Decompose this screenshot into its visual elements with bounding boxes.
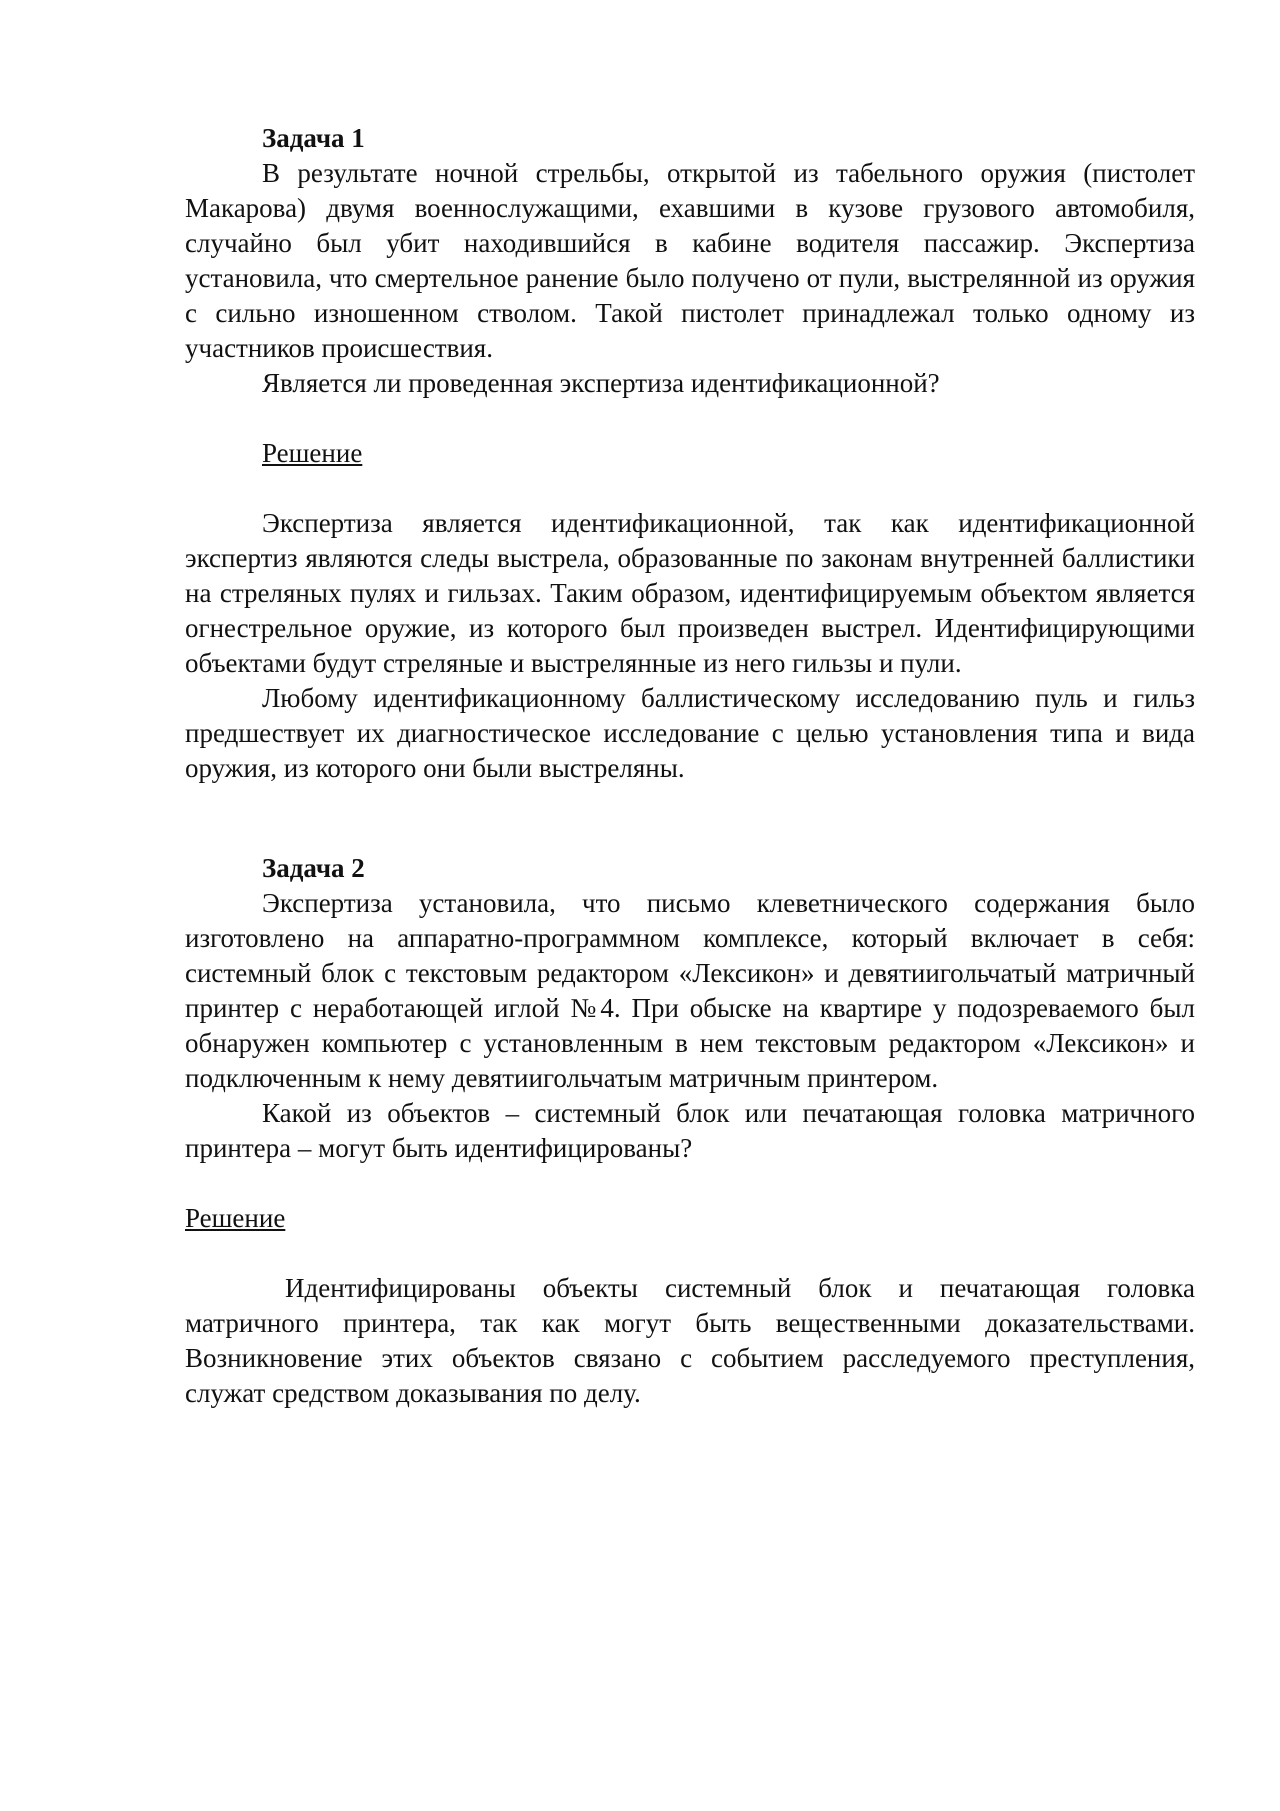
task2-paragraph: Экспертиза установила, что письмо клеветнического содержания было изготовлено на аппаратно-программном комплексе, который включает в себя: системный блок с текстовым редактором «Лексикон» и девятиигольчатый матричный принтер с неработающей иглой №4. При обыске на квартире у подозреваемого был обнаружен компьютер с установленным в нем текстовым редактором «Лексикон» и подключенным к нему девятиигольчатым матричным принтером. bbox=[185, 888, 1195, 1093]
spacer bbox=[185, 1166, 1195, 1201]
task1-solution-paragraph: Любому идентификационному баллистическому исследованию пуль и гильз предшествует их диагностическое исследование с целью установления типа и вида оружия, из которого они были выстреляны. bbox=[185, 683, 1195, 783]
document-page bbox=[185, 121, 1195, 1411]
spacer bbox=[185, 471, 1195, 506]
task1-question: Является ли проведенная экспертиза идентификационной? bbox=[262, 368, 940, 398]
task1-paragraph: В результате ночной стрельбы, открытой из табельного оружия (пистолет Макарова) двумя военнослужащими, ехавшими в кузове грузового автомобиля, случайно был убит находившийся в кабине водителя пассажир. Экспертиза установила, что смертельное ранение было получено от пули, выстрелянной из оружия с сильно изношенном стволом. Такой пистолет принадлежал только одному из участников происшествия. bbox=[185, 158, 1195, 363]
task1-title: Задача 1 bbox=[262, 123, 365, 153]
task2-solution-label: Решение bbox=[185, 1203, 286, 1233]
spacer bbox=[185, 401, 1195, 436]
spacer bbox=[185, 786, 1195, 851]
task1-solution-label: Решение bbox=[262, 438, 363, 468]
task2-question: Какой из объектов – системный блок или печатающая головка матричного принтера – могут быть идентифицированы? bbox=[185, 1098, 1195, 1163]
task1-solution-paragraph: Экспертиза является идентификационной, так как идентификационной экспертиз являются следы выстрела, образованные по законам внутренней баллистики на стреляных пулях и гильзах. Таким образом, идентифицируемым объектом является огнестрельное оружие, из которого был произведен выстрел. Идентифицирующими объектами будут стреляные и выстрелянные из него гильзы и пули. bbox=[185, 508, 1195, 678]
task2-solution-paragraph: Идентифицированы объекты системный блок и печатающая головка матричного принтера, так как могут быть вещественными доказательствами. Возникновение этих объектов связано с событием расследуемого преступления, служат средством доказывания по делу. bbox=[185, 1273, 1195, 1408]
task2-title: Задача 2 bbox=[262, 853, 365, 883]
spacer bbox=[185, 1236, 1195, 1271]
